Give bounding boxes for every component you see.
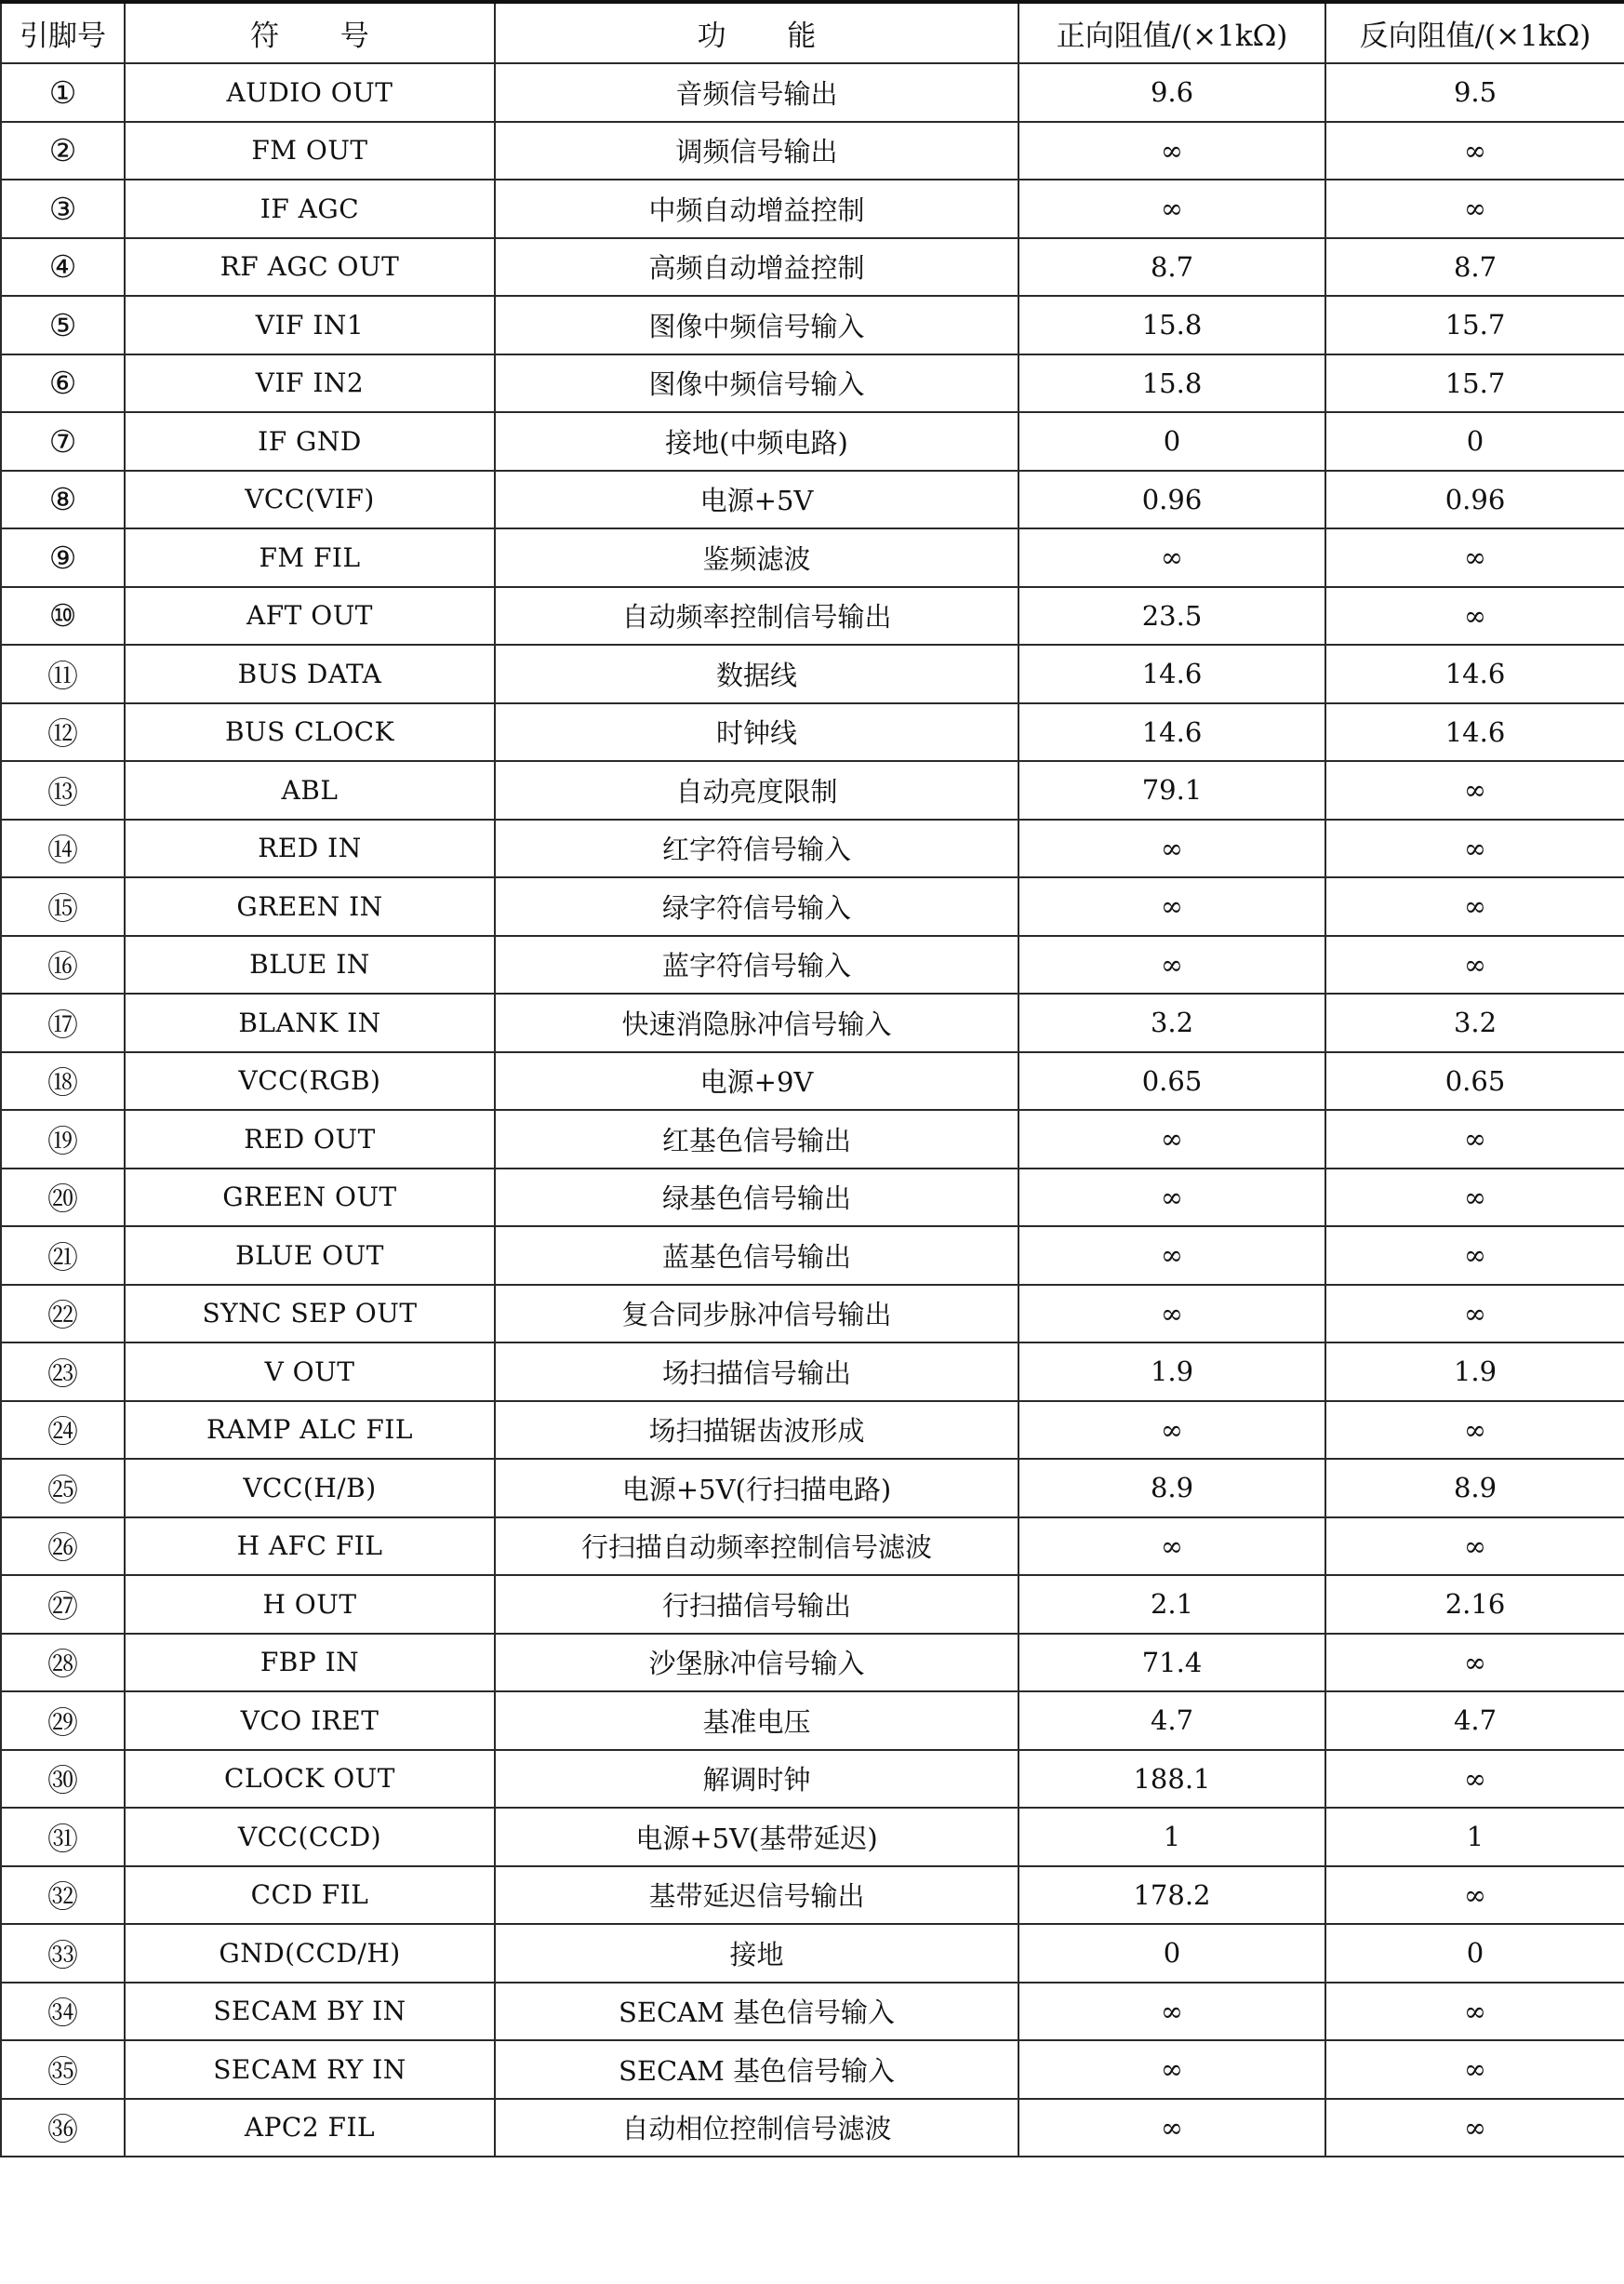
header-forward-resistance: 正向阻值/(×1kΩ) — [1018, 2, 1325, 63]
function-cell: SECAM 基色信号输入 — [495, 1983, 1018, 2041]
symbol-cell: GREEN OUT — [125, 1169, 495, 1227]
pin-number-cell: ② — [1, 122, 125, 180]
table-row — [1, 122, 1624, 180]
forward-resistance-cell: 71.4 — [1018, 1634, 1325, 1692]
pin-number-cell: ⑲ — [1, 1110, 125, 1169]
reverse-resistance-cell: ∞ — [1325, 1401, 1624, 1460]
reverse-resistance-cell: ∞ — [1325, 936, 1624, 995]
function-cell: 解调时钟 — [495, 1750, 1018, 1809]
function-cell: 调频信号输出 — [495, 122, 1018, 180]
symbol-cell: VCC(VIF) — [125, 471, 495, 529]
function-cell: 中频自动增益控制 — [495, 180, 1018, 238]
symbol-cell: IF GND — [125, 412, 495, 471]
pin-number-cell: ⑬ — [1, 761, 125, 820]
symbol-cell: BLANK IN — [125, 994, 495, 1052]
table-row — [1, 238, 1624, 297]
function-cell: 电源+5V — [495, 471, 1018, 529]
table-row — [1, 2099, 1624, 2157]
function-cell: 蓝基色信号输出 — [495, 1226, 1018, 1285]
symbol-cell: FBP IN — [125, 1634, 495, 1692]
function-cell: 电源+9V — [495, 1052, 1018, 1111]
table-row — [1, 1285, 1624, 1343]
pin-number-cell: ㉑ — [1, 1226, 125, 1285]
table-row — [1, 354, 1624, 413]
table-row — [1, 63, 1624, 122]
symbol-cell: CCD FIL — [125, 1866, 495, 1925]
forward-resistance-cell: ∞ — [1018, 1517, 1325, 1576]
pin-number-cell: ㉔ — [1, 1401, 125, 1460]
reverse-resistance-cell: 0 — [1325, 412, 1624, 471]
symbol-cell: H AFC FIL — [125, 1517, 495, 1576]
table-row — [1, 1866, 1624, 1925]
table-header — [1, 2, 1624, 63]
reverse-resistance-cell: 0.96 — [1325, 471, 1624, 529]
header-symbol: 符 号 — [125, 2, 495, 63]
function-cell: 接地 — [495, 1924, 1018, 1983]
forward-resistance-cell: ∞ — [1018, 180, 1325, 238]
reverse-resistance-cell: ∞ — [1325, 820, 1624, 878]
function-cell: 自动亮度限制 — [495, 761, 1018, 820]
header-function: 功 能 — [495, 2, 1018, 63]
pin-number-cell: ㉛ — [1, 1808, 125, 1866]
table-row — [1, 1110, 1624, 1169]
header-pin: 引脚号 — [1, 2, 125, 63]
symbol-cell: VCC(H/B) — [125, 1459, 495, 1517]
symbol-cell: SECAM BY IN — [125, 1983, 495, 2041]
table-row — [1, 1342, 1624, 1401]
forward-resistance-cell: 0.65 — [1018, 1052, 1325, 1111]
table-row — [1, 1634, 1624, 1692]
function-cell: 场扫描锯齿波形成 — [495, 1401, 1018, 1460]
forward-resistance-cell: 2.1 — [1018, 1575, 1325, 1634]
forward-resistance-cell: 0 — [1018, 1924, 1325, 1983]
forward-resistance-cell: ∞ — [1018, 1226, 1325, 1285]
pin-number-cell: ㉘ — [1, 1634, 125, 1692]
function-cell: 接地(中频电路) — [495, 412, 1018, 471]
symbol-cell: IF AGC — [125, 180, 495, 238]
reverse-resistance-cell: ∞ — [1325, 1866, 1624, 1925]
forward-resistance-cell: 15.8 — [1018, 354, 1325, 413]
reverse-resistance-cell: 1 — [1325, 1808, 1624, 1866]
table-row — [1, 820, 1624, 878]
symbol-cell: BLUE IN — [125, 936, 495, 995]
function-cell: 红字符信号输入 — [495, 820, 1018, 878]
reverse-resistance-cell: 4.7 — [1325, 1691, 1624, 1750]
pin-number-cell: ㉟ — [1, 2040, 125, 2099]
table-row — [1, 1983, 1624, 2041]
forward-resistance-cell: ∞ — [1018, 820, 1325, 878]
reverse-resistance-cell: ∞ — [1325, 2099, 1624, 2157]
function-cell: 自动相位控制信号滤波 — [495, 2099, 1018, 2157]
table-row — [1, 1575, 1624, 1634]
reverse-resistance-cell: ∞ — [1325, 1226, 1624, 1285]
symbol-cell: VCC(RGB) — [125, 1052, 495, 1111]
table-row — [1, 1691, 1624, 1750]
table-row — [1, 1808, 1624, 1866]
reverse-resistance-cell: ∞ — [1325, 1983, 1624, 2041]
table-row — [1, 1226, 1624, 1285]
pin-number-cell: ㉓ — [1, 1342, 125, 1401]
reverse-resistance-cell: 0.65 — [1325, 1052, 1624, 1111]
forward-resistance-cell: ∞ — [1018, 1169, 1325, 1227]
reverse-resistance-cell: ∞ — [1325, 761, 1624, 820]
reverse-resistance-cell: ∞ — [1325, 180, 1624, 238]
reverse-resistance-cell: 8.7 — [1325, 238, 1624, 297]
header-reverse-resistance: 反向阻值/(×1kΩ) — [1325, 2, 1624, 63]
symbol-cell: BUS DATA — [125, 645, 495, 703]
pin-number-cell: ⑥ — [1, 354, 125, 413]
forward-resistance-cell: 0 — [1018, 412, 1325, 471]
function-cell: 图像中频信号输入 — [495, 354, 1018, 413]
table-row — [1, 587, 1624, 646]
table-row — [1, 528, 1624, 587]
table-row — [1, 877, 1624, 936]
reverse-resistance-cell: 15.7 — [1325, 354, 1624, 413]
reverse-resistance-cell: ∞ — [1325, 1517, 1624, 1576]
function-cell: 高频自动增益控制 — [495, 238, 1018, 297]
function-cell: 场扫描信号输出 — [495, 1342, 1018, 1401]
function-cell: 沙堡脉冲信号输入 — [495, 1634, 1018, 1692]
forward-resistance-cell: 1.9 — [1018, 1342, 1325, 1401]
forward-resistance-cell: ∞ — [1018, 1983, 1325, 2041]
pin-number-cell: ⑪ — [1, 645, 125, 703]
table-row — [1, 1169, 1624, 1227]
reverse-resistance-cell: 15.7 — [1325, 296, 1624, 354]
pin-number-cell: ㉝ — [1, 1924, 125, 1983]
reverse-resistance-cell: ∞ — [1325, 1634, 1624, 1692]
forward-resistance-cell: 14.6 — [1018, 645, 1325, 703]
reverse-resistance-cell: ∞ — [1325, 122, 1624, 180]
symbol-cell: BUS CLOCK — [125, 703, 495, 762]
symbol-cell: FM OUT — [125, 122, 495, 180]
reverse-resistance-cell: 9.5 — [1325, 63, 1624, 122]
symbol-cell: V OUT — [125, 1342, 495, 1401]
function-cell: 红基色信号输出 — [495, 1110, 1018, 1169]
symbol-cell: FM FIL — [125, 528, 495, 587]
pin-number-cell: ⑤ — [1, 296, 125, 354]
table-row — [1, 471, 1624, 529]
function-cell: 自动频率控制信号输出 — [495, 587, 1018, 646]
function-cell: 快速消隐脉冲信号输入 — [495, 994, 1018, 1052]
symbol-cell: SECAM RY IN — [125, 2040, 495, 2099]
forward-resistance-cell: ∞ — [1018, 2099, 1325, 2157]
pin-number-cell: ⑩ — [1, 587, 125, 646]
symbol-cell: RAMP ALC FIL — [125, 1401, 495, 1460]
table-row — [1, 1750, 1624, 1809]
function-cell: 行扫描自动频率控制信号滤波 — [495, 1517, 1018, 1576]
symbol-cell: RED IN — [125, 820, 495, 878]
symbol-cell: CLOCK OUT — [125, 1750, 495, 1809]
pin-number-cell: ㊱ — [1, 2099, 125, 2157]
table-row — [1, 412, 1624, 471]
forward-resistance-cell: 1 — [1018, 1808, 1325, 1866]
pin-number-cell: ㉚ — [1, 1750, 125, 1809]
reverse-resistance-cell: 8.9 — [1325, 1459, 1624, 1517]
table-row — [1, 994, 1624, 1052]
pin-number-cell: ⑫ — [1, 703, 125, 762]
pin-number-cell: ㉗ — [1, 1575, 125, 1634]
symbol-cell: AFT OUT — [125, 587, 495, 646]
forward-resistance-cell: ∞ — [1018, 528, 1325, 587]
forward-resistance-cell: 0.96 — [1018, 471, 1325, 529]
reverse-resistance-cell: 2.16 — [1325, 1575, 1624, 1634]
forward-resistance-cell: ∞ — [1018, 122, 1325, 180]
function-cell: 绿字符信号输入 — [495, 877, 1018, 936]
forward-resistance-cell: 188.1 — [1018, 1750, 1325, 1809]
table-row — [1, 1052, 1624, 1111]
forward-resistance-cell: ∞ — [1018, 1401, 1325, 1460]
table-row — [1, 703, 1624, 762]
forward-resistance-cell: 9.6 — [1018, 63, 1325, 122]
forward-resistance-cell: ∞ — [1018, 1110, 1325, 1169]
symbol-cell: SYNC SEP OUT — [125, 1285, 495, 1343]
forward-resistance-cell: 178.2 — [1018, 1866, 1325, 1925]
symbol-cell: BLUE OUT — [125, 1226, 495, 1285]
function-cell: 时钟线 — [495, 703, 1018, 762]
function-cell: 基准电压 — [495, 1691, 1018, 1750]
pin-number-cell: ㉙ — [1, 1691, 125, 1750]
symbol-cell: VIF IN2 — [125, 354, 495, 413]
pin-number-cell: ⑯ — [1, 936, 125, 995]
forward-resistance-cell: 79.1 — [1018, 761, 1325, 820]
forward-resistance-cell: 15.8 — [1018, 296, 1325, 354]
table-row — [1, 180, 1624, 238]
pin-number-cell: ⑨ — [1, 528, 125, 587]
function-cell: 行扫描信号输出 — [495, 1575, 1018, 1634]
reverse-resistance-cell: ∞ — [1325, 528, 1624, 587]
pin-number-cell: ㉕ — [1, 1459, 125, 1517]
header-row — [1, 2, 1624, 63]
table-row — [1, 1924, 1624, 1983]
symbol-cell: VIF IN1 — [125, 296, 495, 354]
symbol-cell: VCO IRET — [125, 1691, 495, 1750]
reverse-resistance-cell: ∞ — [1325, 1110, 1624, 1169]
table-row — [1, 761, 1624, 820]
forward-resistance-cell: 14.6 — [1018, 703, 1325, 762]
symbol-cell: ABL — [125, 761, 495, 820]
symbol-cell: RED OUT — [125, 1110, 495, 1169]
forward-resistance-cell: 4.7 — [1018, 1691, 1325, 1750]
table-row — [1, 1517, 1624, 1576]
reverse-resistance-cell: ∞ — [1325, 1750, 1624, 1809]
forward-resistance-cell: 8.9 — [1018, 1459, 1325, 1517]
pin-number-cell: ⑦ — [1, 412, 125, 471]
function-cell: 绿基色信号输出 — [495, 1169, 1018, 1227]
reverse-resistance-cell: ∞ — [1325, 2040, 1624, 2099]
reverse-resistance-cell: ∞ — [1325, 877, 1624, 936]
symbol-cell: GREEN IN — [125, 877, 495, 936]
function-cell: 蓝字符信号输入 — [495, 936, 1018, 995]
table-row — [1, 2040, 1624, 2099]
table-row — [1, 1401, 1624, 1460]
pin-number-cell: ⑮ — [1, 877, 125, 936]
pin-number-cell: ⑭ — [1, 820, 125, 878]
pin-number-cell: ㉖ — [1, 1517, 125, 1576]
pin-number-cell: ㉒ — [1, 1285, 125, 1343]
table-row — [1, 936, 1624, 995]
function-cell: 鉴频滤波 — [495, 528, 1018, 587]
function-cell: 数据线 — [495, 645, 1018, 703]
reverse-resistance-cell: ∞ — [1325, 1285, 1624, 1343]
pin-number-cell: ⑧ — [1, 471, 125, 529]
function-cell: 音频信号输出 — [495, 63, 1018, 122]
symbol-cell: VCC(CCD) — [125, 1808, 495, 1866]
forward-resistance-cell: ∞ — [1018, 936, 1325, 995]
pin-number-cell: ⑳ — [1, 1169, 125, 1227]
reverse-resistance-cell: ∞ — [1325, 1169, 1624, 1227]
symbol-cell: H OUT — [125, 1575, 495, 1634]
function-cell: 电源+5V(基带延迟) — [495, 1808, 1018, 1866]
pin-number-cell: ④ — [1, 238, 125, 297]
reverse-resistance-cell: 0 — [1325, 1924, 1624, 1983]
table-row — [1, 645, 1624, 703]
pin-number-cell: ⑱ — [1, 1052, 125, 1111]
forward-resistance-cell: ∞ — [1018, 2040, 1325, 2099]
function-cell: 复合同步脉冲信号输出 — [495, 1285, 1018, 1343]
forward-resistance-cell: 3.2 — [1018, 994, 1325, 1052]
function-cell: SECAM 基色信号输入 — [495, 2040, 1018, 2099]
symbol-cell: RF AGC OUT — [125, 238, 495, 297]
forward-resistance-cell: 8.7 — [1018, 238, 1325, 297]
reverse-resistance-cell: ∞ — [1325, 587, 1624, 646]
pin-number-cell: ① — [1, 63, 125, 122]
table-row — [1, 296, 1624, 354]
reverse-resistance-cell: 14.6 — [1325, 645, 1624, 703]
symbol-cell: AUDIO OUT — [125, 63, 495, 122]
reverse-resistance-cell: 3.2 — [1325, 994, 1624, 1052]
table-row — [1, 1459, 1624, 1517]
symbol-cell: GND(CCD/H) — [125, 1924, 495, 1983]
reverse-resistance-cell: 1.9 — [1325, 1342, 1624, 1401]
function-cell: 图像中频信号输入 — [495, 296, 1018, 354]
pin-number-cell: ③ — [1, 180, 125, 238]
symbol-cell: APC2 FIL — [125, 2099, 495, 2157]
forward-resistance-cell: ∞ — [1018, 1285, 1325, 1343]
function-cell: 电源+5V(行扫描电路) — [495, 1459, 1018, 1517]
reverse-resistance-cell: 14.6 — [1325, 703, 1624, 762]
function-cell: 基带延迟信号输出 — [495, 1866, 1018, 1925]
pin-number-cell: ㉞ — [1, 1983, 125, 2041]
forward-resistance-cell: ∞ — [1018, 877, 1325, 936]
table-body — [1, 63, 1624, 2157]
pin-number-cell: ⑰ — [1, 994, 125, 1052]
forward-resistance-cell: 23.5 — [1018, 587, 1325, 646]
pin-number-cell: ㉜ — [1, 1866, 125, 1925]
